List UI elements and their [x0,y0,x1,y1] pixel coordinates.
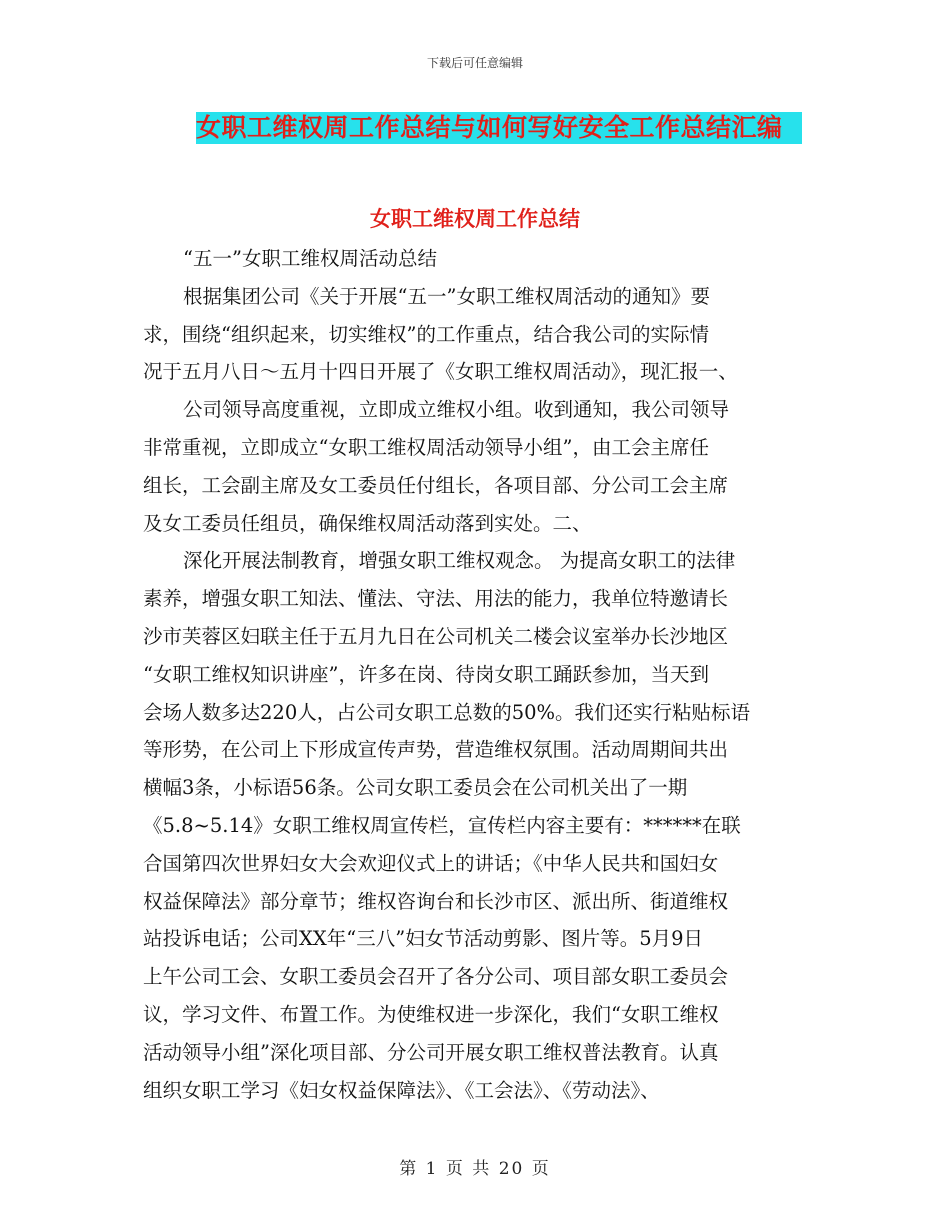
body-line: 非常重视，立即成立“女职工维权周活动领导小组”，由工会主席任 [143,435,709,459]
body-line: 公司领导高度重视，立即成立维权小组。收到通知，我公司领导 [183,398,730,422]
body-line: 权益保障法》部分章节；维权咨询台和长沙市区、派出所、街道维权 [143,889,729,913]
body-line: 会场人数多达220人，占公司女职工总数的50%。我们还实行粘贴标语 [143,700,751,724]
body-line: 横幅3条，小标语56条。公司女职工委员会在公司机关出了一期 [143,776,688,800]
body-line: 况于五月八日～五月十四日开展了《女职工维权周活动》，现汇报一、 [143,360,738,384]
body-line: 组长，工会副主席及女工委员任付组长，各项目部、分公司工会主席 [143,473,729,497]
body-line: 求，围绕“组织起来，切实维权”的工作重点，结合我公司的实际情 [143,322,709,346]
body-line: 合国第四次世界妇女大会欢迎仪式上的讲话；《中华人民共和国妇女 [143,851,719,875]
body-line: 议，学习文件、布置工作。为使维权进一步深化，我们“女职工维权 [143,1002,719,1026]
body-line: 等形势，在公司上下形成宣传声势，营造维权氛围。活动周期间共出 [143,738,729,762]
body-line: “五一”女职工维权周活动总结 [183,247,437,270]
body-line: 素养，增强女职工知法、懂法、守法、用法的能力，我单位特邀请长 [143,587,729,611]
section-title: 女职工维权周工作总结 [370,206,580,231]
body-line: 《5.8~5.14》女职工维权周宣传栏，宣传栏内容主要有：******在联 [143,813,741,837]
body-line: 根据集团公司《关于开展“五一”女职工维权周活动的通知》要 [183,284,710,308]
body-line: 深化开展法制教育，增强女职工维权观念。 为提高女职工的法律 [183,549,736,573]
document-title: 女职工维权周工作总结与如何写好安全工作总结汇编 [196,112,802,144]
page-footer: 第 1 页 共 20 页 [399,1159,551,1179]
body-line: 上午公司工会、女职工委员会召开了各分公司、项目部女职工委员会 [143,965,729,989]
header-note: 下载后可任意编辑 [426,56,523,70]
body-line: 沙市芙蓉区妇联主任于五月九日在公司机关二楼会议室举办长沙地区 [143,624,729,648]
body-line: 活动领导小组”深化项目部、分公司开展女职工维权普法教育。认真 [143,1040,719,1064]
body-line: 组织女职工学习《妇女权益保障法》、《工会法》、《劳动法》、 [143,1078,660,1102]
body-line: 及女工委员任组员，确保维权周活动落到实处。二、 [143,511,592,535]
body-line: 站投诉电话；公司XX年“三八”妇女节活动剪影、图片等。5月9日 [143,927,704,951]
document-body [143,240,807,1109]
body-line: “女职工维权知识讲座”，许多在岗、待岗女职工踊跃参加，当天到 [143,662,709,686]
